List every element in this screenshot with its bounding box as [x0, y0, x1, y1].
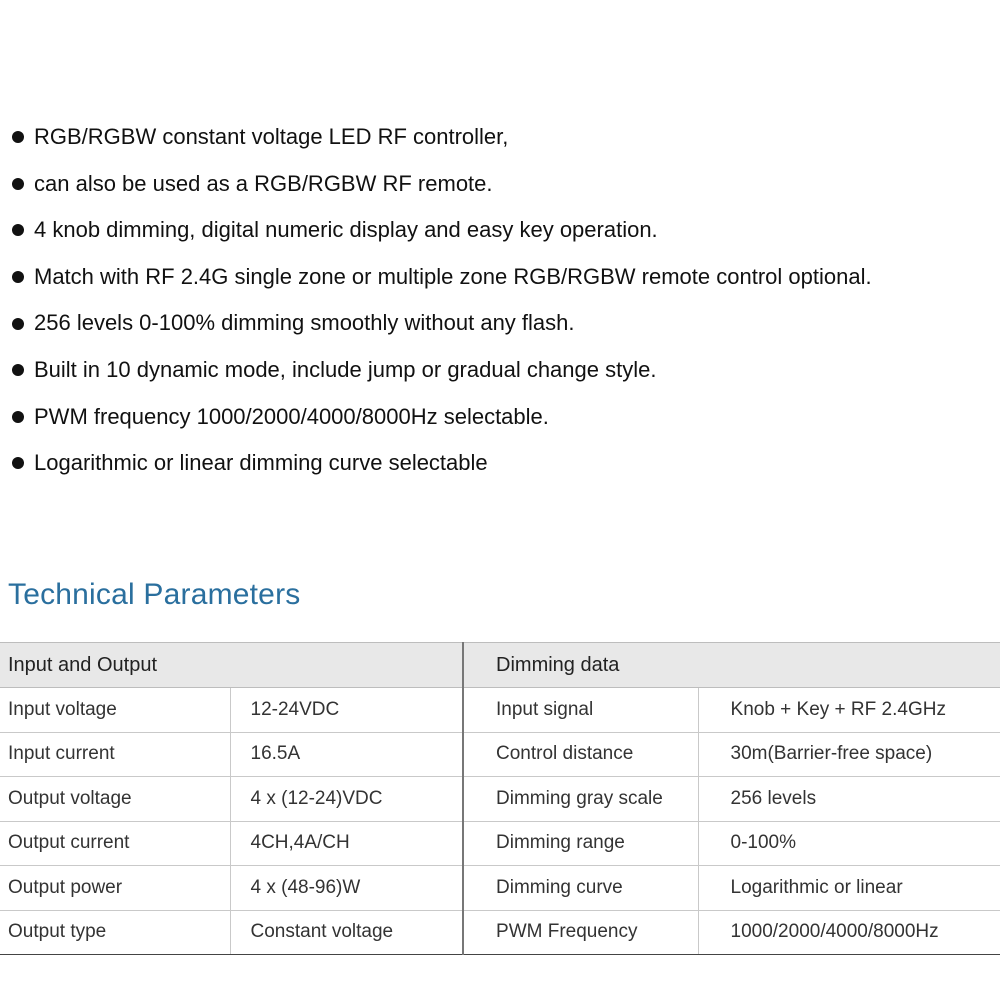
table-row: [0, 866, 1000, 911]
bullet-icon: [12, 271, 24, 283]
param-label: Control distance: [463, 732, 698, 777]
feature-item: [10, 161, 872, 208]
table-row: [0, 688, 1000, 733]
input-output-header: Input and Output: [0, 643, 463, 688]
feature-item: [10, 440, 872, 487]
bullet-icon: [12, 457, 24, 469]
param-label: Output type: [0, 910, 230, 955]
param-value: 1000/2000/4000/8000Hz: [698, 910, 1000, 955]
feature-text: Match with RF 2.4G single zone or multiple zone RGB/RGBW remote control optional.: [34, 263, 872, 289]
param-value: 0-100%: [698, 821, 1000, 866]
bullet-icon: [12, 411, 24, 423]
param-label: Output voltage: [0, 777, 230, 822]
param-label: PWM Frequency: [463, 910, 698, 955]
feature-item: [10, 394, 872, 441]
feature-item: [10, 114, 872, 161]
feature-text: PWM frequency 1000/2000/4000/8000Hz selectable.: [34, 403, 549, 429]
table-row: [0, 732, 1000, 777]
feature-item: [10, 347, 872, 394]
param-label: Input current: [0, 732, 230, 777]
param-value: Knob + Key + RF 2.4GHz: [698, 688, 1000, 733]
param-label: Dimming gray scale: [463, 777, 698, 822]
param-label: Input signal: [463, 688, 698, 733]
param-value: Logarithmic or linear: [698, 866, 1000, 911]
param-value: 12-24VDC: [230, 688, 463, 733]
param-value: 16.5A: [230, 732, 463, 777]
param-value: Constant voltage: [230, 910, 463, 955]
feature-list: [10, 114, 872, 487]
feature-text: 256 levels 0-100% dimming smoothly without any flash.: [34, 310, 575, 336]
feature-text: RGB/RGBW constant voltage LED RF controller,: [34, 124, 509, 149]
bullet-icon: [12, 178, 24, 190]
table-row: [0, 777, 1000, 822]
parameters-table: [0, 642, 1000, 955]
param-value: 30m(Barrier-free space): [698, 732, 1000, 777]
param-label: Output power: [0, 866, 230, 911]
dimming-data-header: Dimming data: [463, 643, 1000, 688]
bullet-icon: [12, 224, 24, 236]
section-title: Technical Parameters: [8, 578, 301, 611]
param-label: Input voltage: [0, 688, 230, 733]
table-row: [0, 910, 1000, 955]
feature-text: Built in 10 dynamic mode, include jump or gradual change style.: [34, 356, 657, 382]
param-label: Dimming range: [463, 821, 698, 866]
feature-text: can also be used as a RGB/RGBW RF remote.: [34, 170, 493, 196]
param-label: Dimming curve: [463, 866, 698, 911]
param-value: 4 x (48-96)W: [230, 866, 463, 911]
table-row: [0, 821, 1000, 866]
bullet-icon: [12, 364, 24, 376]
feature-item: [10, 300, 872, 347]
param-value: 4 x (12-24)VDC: [230, 777, 463, 822]
param-value: 256 levels: [698, 777, 1000, 822]
feature-text: Logarithmic or linear dimming curve selectable: [34, 450, 488, 476]
feature-item: [10, 207, 872, 254]
feature-text: 4 knob dimming, digital numeric display and easy key operation.: [34, 217, 658, 243]
param-value: 4CH,4A/CH: [230, 821, 463, 866]
param-label: Output current: [0, 821, 230, 866]
feature-item: [10, 254, 872, 301]
bullet-icon: [12, 131, 24, 143]
table-header-row: [0, 643, 1000, 688]
bullet-icon: [12, 318, 24, 330]
